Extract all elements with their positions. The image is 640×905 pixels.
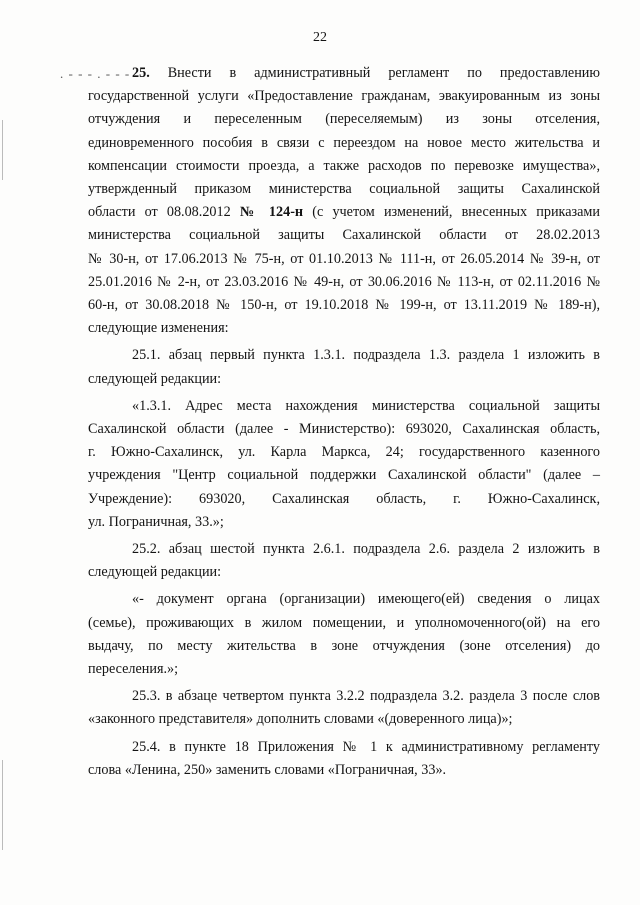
text-line: 25.01.2016 № 2-н, от 23.03.2016 № 49-н, от 30.06.2016 № 113-н, от 02.11.2016 №	[88, 273, 600, 290]
clause-1-3-1-paragraph	[88, 395, 600, 534]
text-line: компенсации стоимости проезда, а также расходов по перевозке имущества»,	[88, 157, 600, 174]
scan-edge-mark	[2, 760, 3, 850]
item-25-3-paragraph	[88, 685, 600, 731]
text-line: ул. Пограничная, 33.»;	[88, 513, 224, 530]
text-line: переселения.»;	[88, 661, 179, 678]
text-line: 25.2. абзац шестой пункта 2.6.1. подраздела 2.6. раздела 2 изложить в	[132, 541, 600, 558]
text-line: г. Южно-Сахалинск, ул. Карла Маркса, 24; государственного казенного	[88, 444, 600, 461]
text-line: следующей редакции:	[88, 564, 222, 581]
text-line: единовременного пособия в связи с переездом на новое место жительства и	[88, 134, 600, 151]
item-25-4-paragraph	[88, 736, 600, 782]
text-line: «1.3.1. Адрес места нахождения министерства социальной защиты	[132, 397, 600, 414]
text-line: государственной услуги «Предоставление гражданам, эвакуированным из зоны	[88, 88, 600, 105]
text-line: следующей редакции:	[88, 370, 222, 387]
text-line: выдачу, по месту жительства в зоне отчуждения (зоне отселения) до	[88, 637, 600, 654]
text-line: № 30-н, от 17.06.2013 № 75-н, от 01.10.2013 № 111-н, от 26.05.2014 № 39-н, от	[88, 250, 600, 267]
text-line: 25.3. в абзаце четвертом пункта 3.2.2 подраздела 3.2. раздела 3 после слов	[132, 688, 600, 705]
item-number: 25.	[132, 65, 150, 81]
text-line: 25.4. в пункте 18 Приложения № 1 к административному регламенту	[132, 738, 600, 755]
text-line: Учреждение): 693020, Сахалинская область, г. Южно-Сахалинск,	[88, 490, 600, 507]
text-line: учреждения "Центр социальной поддержки Сахалинской области" (далее –	[88, 467, 600, 484]
text-line: слова «Ленина, 250» заменить словами «Пограничная, 33».	[88, 761, 447, 778]
text-line: «законного представителя» дополнить словами «(доверенного лица)»;	[88, 711, 513, 728]
item-25-2-paragraph	[88, 538, 600, 584]
item-25-1-paragraph	[88, 344, 600, 390]
text-line: 25. Внести в административный регламент по предоставлению	[132, 65, 600, 81]
text-line: следующие изменения:	[88, 320, 229, 337]
item-25-paragraph	[88, 62, 600, 340]
text-line: отчуждения и переселенным (переселяемым) из зоны отселения,	[88, 111, 600, 128]
text-line: Сахалинской области (далее - Министерство): 693020, Сахалинская область,	[88, 421, 600, 438]
page-number: 22	[313, 30, 327, 45]
scan-specks: . - - - . - - -	[60, 66, 131, 81]
text-line: (семье), проживающих в жилом помещении, и уполномоченного(ой) на его	[88, 614, 600, 631]
text-line: области от 08.08.2012 № 124-н (с учетом изменений, внесенных приказами	[88, 204, 600, 221]
document-clause-paragraph	[88, 588, 600, 681]
text-line: министерства социальной защиты Сахалинской области от 28.02.2013	[88, 227, 600, 244]
text-line: 60-н, от 30.08.2018 № 150-н, от 19.10.2018 № 199-н, от 13.11.2019 № 189-н),	[88, 297, 600, 314]
text-line: утвержденный приказом министерства социальной защиты Сахалинской	[88, 181, 600, 198]
document-body	[88, 62, 600, 782]
scan-edge-mark	[2, 120, 3, 180]
order-reference: № 124-н	[239, 204, 304, 221]
text-line: «- документ органа (организации) имеющего(ей) сведения о лицах	[132, 591, 600, 608]
text-line: 25.1. абзац первый пункта 1.3.1. подраздела 1.3. раздела 1 изложить в	[132, 347, 600, 364]
